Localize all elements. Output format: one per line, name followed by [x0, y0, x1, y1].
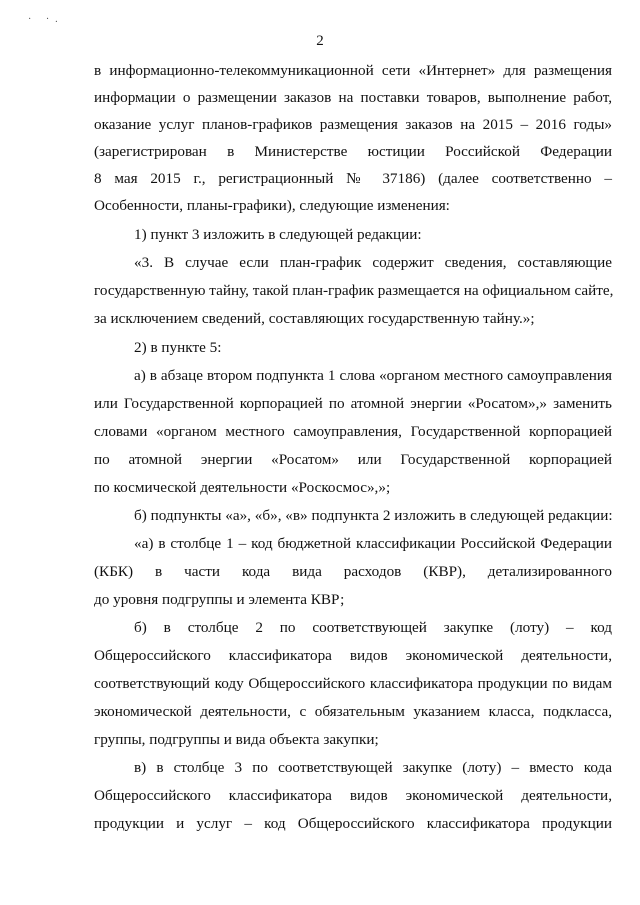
- text-line: Особенности, планы-графики), следующие изменения:: [94, 197, 450, 214]
- text-line: а) в абзаце втором подпункта 1 слова «органом местного самоуправления: [134, 367, 612, 384]
- text-line: словами «органом местного самоуправления, Государственной корпорацией: [94, 423, 612, 440]
- text-line: (зарегистрирован в Министерстве юстиции Российской Федерации: [94, 143, 612, 160]
- text-line: 8 мая 2015 г., регистрационный № 37186) (далее соответственно –: [94, 170, 612, 187]
- text-line: по атомной энергии «Росатом» или Государственной корпорацией: [94, 451, 612, 468]
- text-line: б) подпункты «а», «б», «в» подпункта 2 изложить в следующей редакции:: [134, 507, 613, 524]
- text-line: информации о размещении заказов на поставки товаров, выполнение работ,: [94, 89, 612, 106]
- text-line: б) в столбце 2 по соответствующей закупке (лоту) – код: [134, 619, 612, 636]
- text-line: 1) пункт 3 изложить в следующей редакции:: [134, 226, 422, 243]
- text-line: «а) в столбце 1 – код бюджетной классификации Российской Федерации: [134, 535, 612, 552]
- text-line: «3. В случае если план-график содержит сведения, составляющие: [134, 254, 612, 271]
- text-line: за исключением сведений, составляющих государственную тайну.»;: [94, 310, 535, 327]
- text-line: соответствующий коду Общероссийского классификатора продукции по видам: [94, 675, 612, 692]
- text-line: Общероссийского классификатора видов экономической деятельности,: [94, 787, 612, 804]
- text-line: экономической деятельности, с обязательным указанием класса, подкласса,: [94, 703, 612, 720]
- text-line: до уровня подгруппы и элемента КВР;: [94, 591, 345, 608]
- text-line: продукции и услуг – код Общероссийского классификатора продукции: [94, 815, 612, 832]
- text-line: оказание услуг планов-графиков размещения заказов на 2015 – 2016 годы»: [94, 116, 612, 133]
- text-line: государственную тайну, такой план-график размещается на официальном сайте,: [94, 282, 614, 299]
- text-line: по космической деятельности «Роскосмос»,»;: [94, 479, 391, 496]
- text-line: Общероссийского классификатора видов экономической деятельности,: [94, 647, 612, 664]
- text-line: в) в столбце 3 по соответствующей закупке (лоту) – вместо кода: [134, 759, 612, 776]
- scan-marks: · ·.: [28, 14, 64, 25]
- text-line: группы, подгруппы и вида объекта закупки;: [94, 731, 379, 748]
- text-line: (КБК) в части кода вида расходов (КВР), детализированного: [94, 563, 612, 580]
- page-number: 2: [316, 33, 324, 49]
- text-line: или Государственной корпорацией по атомной энергии «Росатом»,» заменить: [94, 395, 612, 412]
- text-line: в информационно-телекоммуникационной сети «Интернет» для размещения: [94, 62, 612, 79]
- text-line: 2) в пункте 5:: [134, 339, 222, 356]
